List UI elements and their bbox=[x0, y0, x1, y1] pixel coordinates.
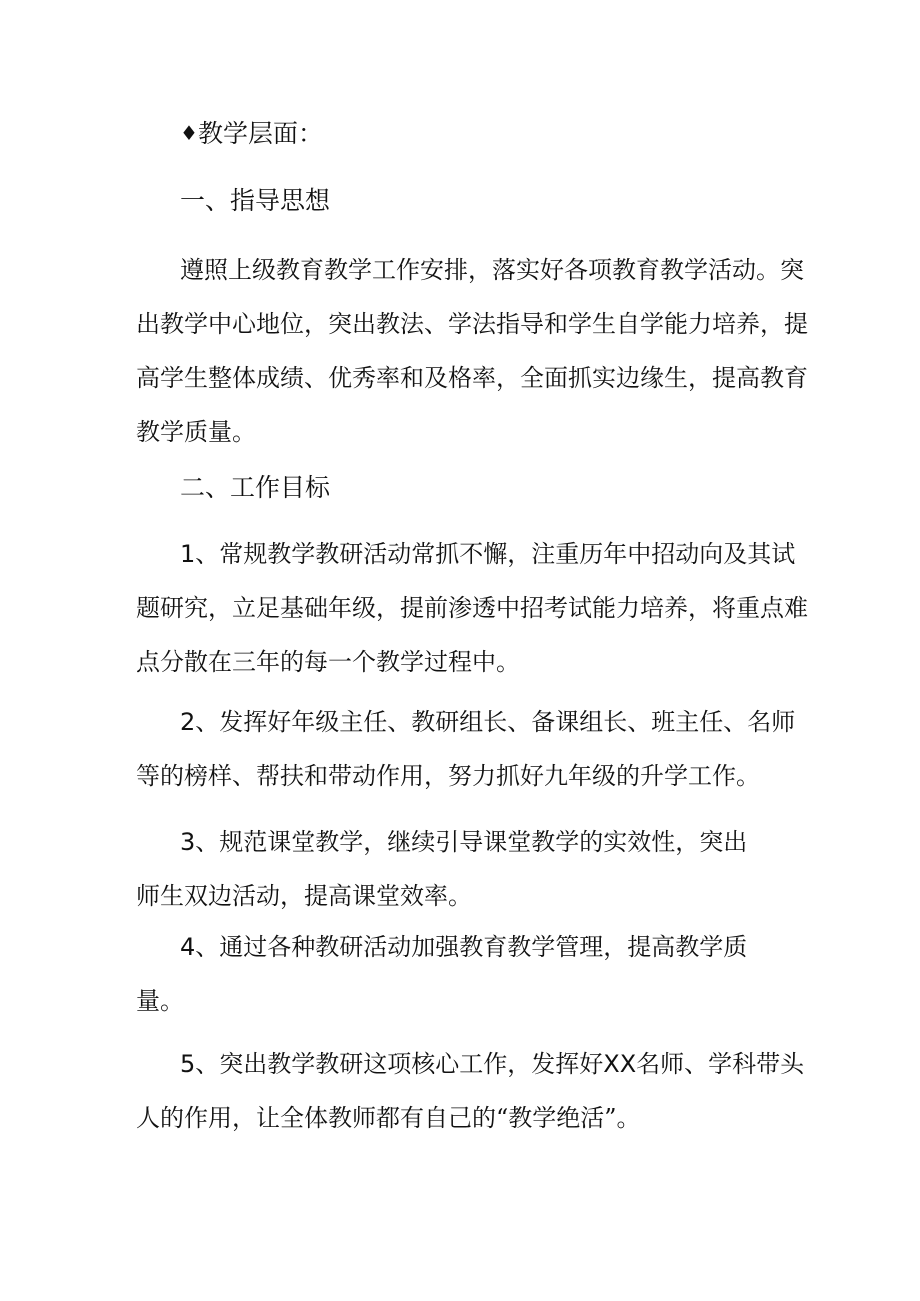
item-number: 5 bbox=[180, 1050, 196, 1078]
section-title bbox=[180, 117, 323, 150]
goal-item-2 bbox=[136, 695, 796, 803]
paragraph-line: 等的榜样、帮扶和带动作用，努力抓好九年级的升学工作。 bbox=[136, 762, 760, 790]
goal-item-5 bbox=[136, 1037, 805, 1145]
paragraph-line: 出教学中心地位，突出教法、学法指导和学生自学能力培养，提 bbox=[136, 310, 808, 338]
paragraph-line: 遵照上级教育教学工作安排，落实好各项教育教学活动。突 bbox=[180, 256, 804, 284]
paragraph-line: 师生双边活动，提高课堂效率。 bbox=[136, 882, 472, 910]
paragraph-line: 人的作用，让全体教师都有自己的“教学绝活”。 bbox=[136, 1104, 641, 1132]
paragraph-line: 1、常规教学教研活动常抓不懈，注重历年中招动向及其试 bbox=[180, 540, 796, 568]
goal-item-4 bbox=[136, 920, 786, 1028]
paragraph-line: 点分散在三年的每一个教学过程中。 bbox=[136, 648, 520, 676]
section-title-text: 教学层面： bbox=[197, 119, 323, 148]
goal-item-3 bbox=[136, 815, 786, 923]
paragraph-line: 教学质量。 bbox=[136, 418, 256, 446]
paragraph-line: 3、规范课堂教学，继续引导课堂教学的实效性，突出 bbox=[180, 828, 748, 856]
paragraph-line: 量。 bbox=[136, 987, 184, 1015]
paragraph-line: 2、发挥好年级主任、教研组长、备课组长、班主任、名师 bbox=[180, 708, 796, 736]
item-number: 1 bbox=[180, 540, 196, 568]
item-number: 2 bbox=[180, 708, 196, 736]
placeholder-xx: XX bbox=[603, 1050, 637, 1078]
paragraph-line: 高学生整体成绩、优秀率和及格率，全面抓实边缘生，提高教育 bbox=[136, 364, 808, 392]
paragraph-line: 题研究，立足基础年级，提前渗透中招考试能力培养，将重点难 bbox=[136, 594, 808, 622]
heading-guiding-ideology: 一、指导思想 bbox=[180, 186, 331, 215]
paragraph-line: 5、突出教学教研这项核心工作，发挥好XX名师、学科带头 bbox=[180, 1050, 805, 1078]
paragraph-guiding-ideology bbox=[136, 243, 808, 459]
paragraph-line: 4、通过各种教研活动加强教育教学管理，提高教学质 bbox=[180, 933, 748, 961]
goal-item-1 bbox=[136, 527, 808, 689]
heading-work-goals: 二、工作目标 bbox=[180, 473, 331, 502]
item-number: 4 bbox=[180, 933, 196, 961]
diamond-bullet-icon: ♦ bbox=[180, 121, 198, 145]
item-number: 3 bbox=[180, 828, 196, 856]
